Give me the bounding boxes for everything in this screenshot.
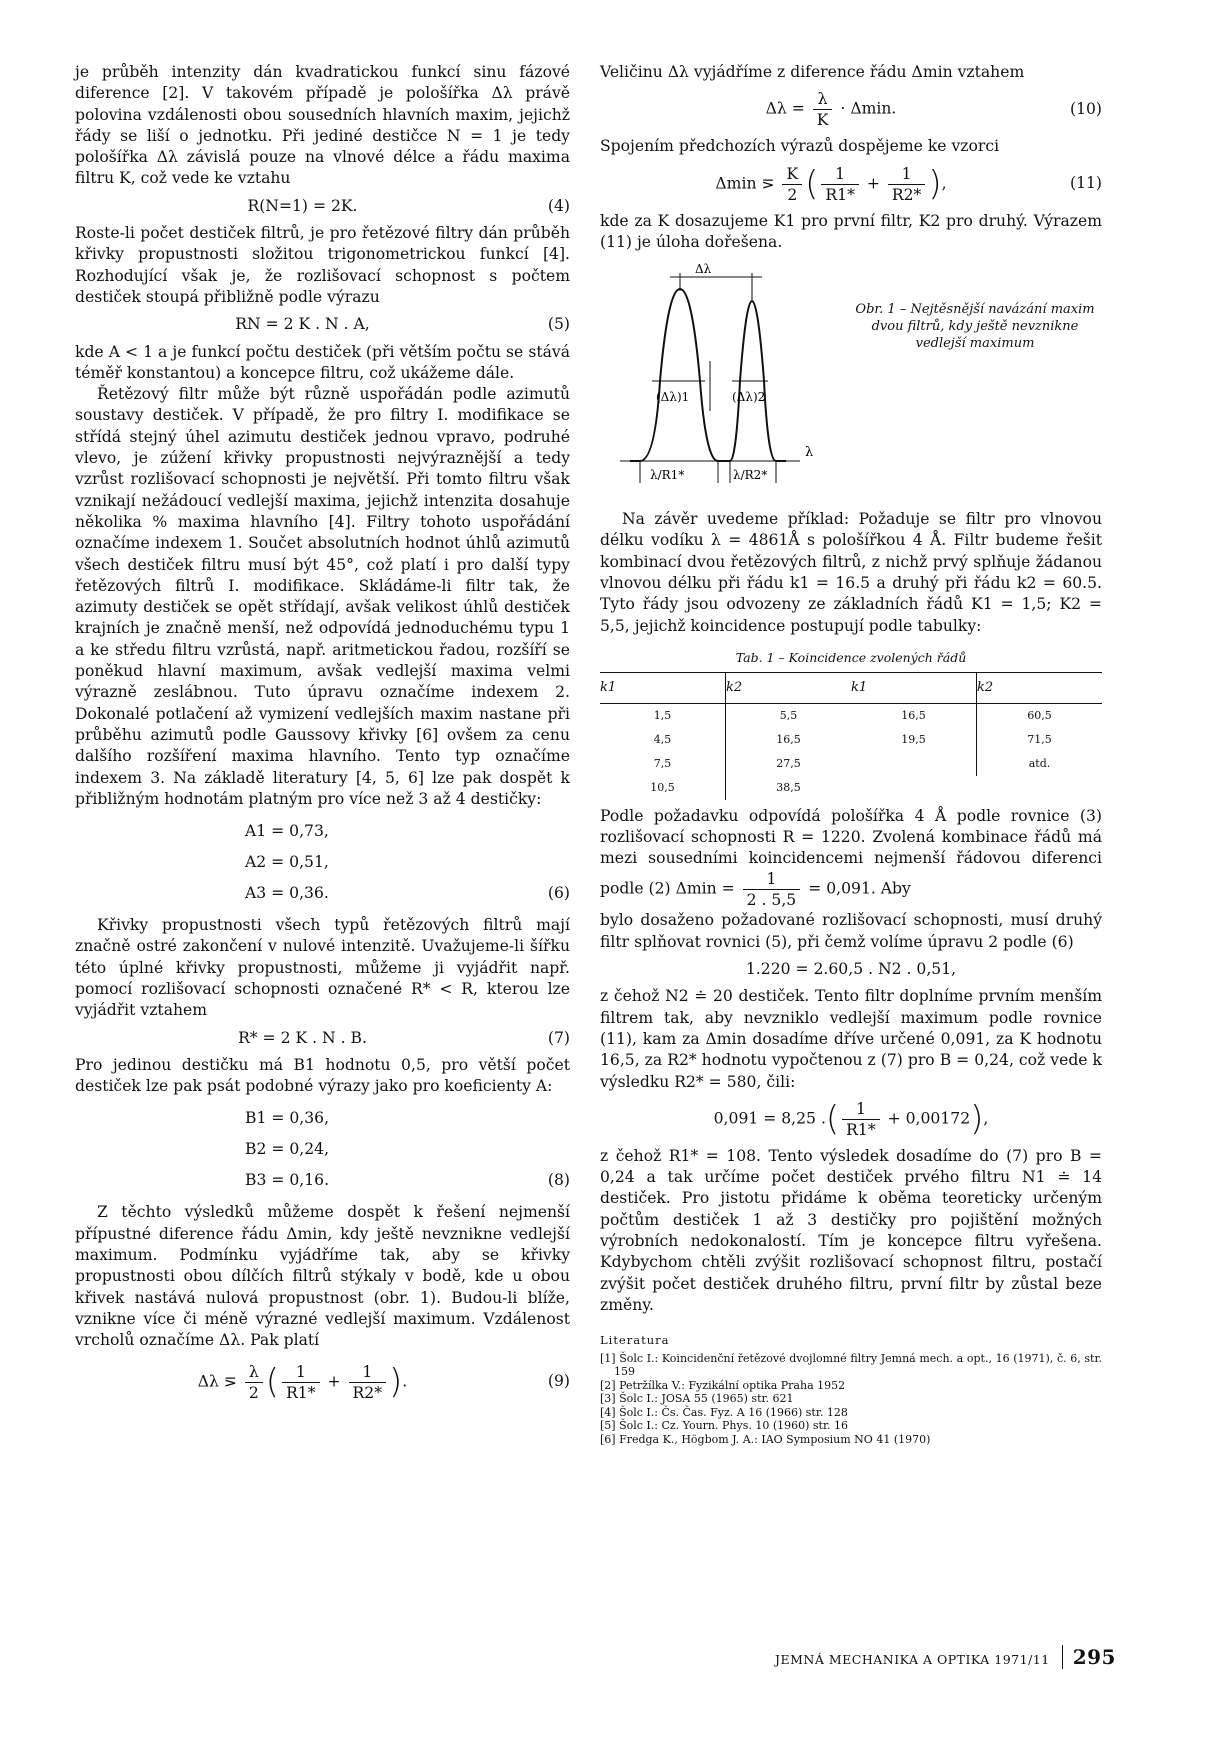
equation-number: (5)	[547, 315, 570, 334]
equation-text: RN = 2 K . N . A,	[235, 315, 370, 334]
equation-10	[600, 89, 1102, 130]
denominator: 2	[248, 1383, 259, 1402]
table-cell: 16,5	[901, 708, 926, 722]
paren-right: )	[928, 163, 942, 204]
delta-lambda-label: Δλ	[695, 262, 712, 277]
fraction	[349, 1362, 386, 1403]
equation-example	[600, 959, 1102, 980]
paragraph: bylo dosaženo požadované rozlišovací schopnosti, musí druhý filtr splňovat rovnici (5), při čemž volíme úpravu 2 podle (6)	[600, 911, 1102, 951]
eq-lhs: Δλ ⋝	[197, 1372, 237, 1391]
eq-lhs: 0,091 = 8,25 .	[713, 1109, 826, 1128]
figure-1	[600, 261, 1102, 501]
equation-text	[600, 164, 1062, 205]
table-row	[600, 728, 1102, 752]
paragraph: je průběh intenzity dán kvadratickou funkcí sinu fázové diference [2]. V takovém případě je pološířka Δλ právě polovina vzdálenosti obou sousedních hlavních maxim, jejichž řády se liší o jednotku. Při jediné destičce N = 1 je tedy pološířka Δλ závislá pouze na vlnové délce a řádu maxima filtru K, což vede ke vztahu	[75, 63, 570, 188]
equation-6	[75, 816, 570, 909]
fraction	[282, 1362, 319, 1403]
equation-text: R* = 2 K . N . B.	[238, 1028, 367, 1047]
numerator: 1	[349, 1362, 386, 1383]
numerator: 1	[888, 164, 925, 185]
coefficient-b3: B3 = 0,16.	[245, 1171, 330, 1190]
eq-lhs: Δλ =	[765, 99, 805, 118]
equation-number: (7)	[547, 1028, 570, 1047]
paragraph: Řetězový filtr může být různě uspořádán podle azimutů soustavy destiček. V případě, že pro filtry I. modifikace se střídá stejný úhel azimutu destiček jednou vpravo, podruhé vlevo, je zúžení křivky propustnosti nejvýraznější a tedy vzrůst rozlišovací schopnosti je největší. Při tomto filtru však vznikají nežádoucí vedlejší maxima, jejichž intenzita dosahuje několika % maxima hlavního [4]. Filtry tohoto uspořádání označíme indexem 1. Součet absolutních hodnot úhlů azimutů všech destiček filtru musí být 45°, což platí i pro další typy řetězových filtrů I. modifikace. Skládáme-li filtr tak, že azimuty destiček se opět střídají, avšak velikost úhlů destiček krajních je značně menší, než odpovídá jednoduchému typu 1 a ke středu filtru vzrůstá, např. aritmetickou řadou, rozšíří se poněkud hlavní maximum, avšak vedlejší maxima velmi výrazně zeslábnou. Tuto úpravu označíme indexem 2. Dokonalé potlačení až vymizení vedlejších maxim nastane při průběhu azimutů podle Gaussovy křivky [6] ovšem za cenu dalšího rozšíření maxima hlavního. Tento typ označíme indexem 3. Na základě literatury [4, 5, 6] lze pak dospět k přibližným hodnotám platným pro více než 3 až 4 destičky:	[75, 385, 570, 808]
right-column	[600, 62, 1102, 1446]
denominator: K	[816, 111, 829, 130]
eq-end: ,	[983, 1109, 989, 1128]
table-cell	[851, 776, 977, 800]
numerator: 1	[842, 1099, 879, 1120]
coefficient-a2: A2 = 0,51,	[245, 853, 329, 872]
reference-item: [3] Šolc I.: JOSA 55 (1965) str. 621	[600, 1392, 794, 1405]
denominator: R1*	[846, 1120, 876, 1139]
journal-name: JEMNÁ MECHANIKA A OPTIKA 1971/11	[775, 1652, 1050, 1667]
paragraph: Na závěr uvedeme příklad: Požaduje se filtr pro vlnovou délku vodíku λ = 4861Å s pološířkou 4 Å. Filtr budeme řešit kombinací dvou řetězových filtrů, z nichž prvý splňuje žádanou vlnovou délku při řádu k1 = 16.5 a druhý při řádu k2 = 60.5. Tyto řády jsou odvozeny ze základních řádů K1 = 1,5; K2 = 5,5, jejichž koincidence postupují podle tabulky:	[600, 510, 1102, 635]
equation-7	[75, 1028, 570, 1049]
numerator: K	[782, 164, 802, 185]
paragraph: Pro jedinou destičku má B1 hodnotu 0,5, pro větší počet destiček lze pak psát podobné výrazy jako pro koeficienty A:	[75, 1055, 570, 1096]
equation-text	[600, 1099, 1102, 1140]
paren-left: (	[265, 1361, 280, 1402]
table-cell: 5,5	[726, 703, 852, 728]
equation-number: (9)	[547, 1372, 570, 1391]
page-number: 295	[1062, 1645, 1116, 1669]
equation-text	[600, 89, 1062, 130]
table-cell: 27,5	[726, 752, 852, 776]
paragraph-text: = 0,091. Aby	[808, 879, 911, 898]
plus: +	[327, 1372, 341, 1391]
denominator: R2*	[891, 185, 922, 204]
reference-item: [2] Petržílka V.: Fyzikální optika Praha 1952	[600, 1378, 846, 1392]
table-cell	[851, 752, 977, 776]
table-header: k1	[600, 673, 726, 703]
paragraph: z čehož N2 ≐ 20 destiček. Tento filtr doplníme prvním menším filtrem tak, aby nevzniklo vedlejší maximum podle rovnice (11), kam za Δmin dosadíme dříve určené 0,091, za K hodnotu 16,5, za R2* hodnotu vypočtenou z (7) pro B = 0,24, což vede k výsledku R2* = 580, čili:	[600, 987, 1102, 1091]
reference-item: [4] Šolc I.: Čs. Čas. Fyz. A 16 (1966) str. 128	[600, 1405, 848, 1419]
paren-left: (	[805, 163, 819, 204]
equation-example-2	[600, 1099, 1102, 1140]
fraction	[888, 164, 925, 205]
paragraph	[600, 806, 1102, 911]
paragraph: Roste-li počet destiček filtrů, je pro řetězové filtry dán průběh křivky propustnosti složitou trigonometrickou funkcí [4]. Rozhodující však je, že rozlišovací schopnost s počtem destiček stoupá přibližně podle výrazu	[75, 224, 570, 306]
table-title: Tab. 1 – Koincidence zvolených řádů	[735, 649, 967, 665]
paren-left: (	[825, 1098, 840, 1139]
table-cell: 19,5	[901, 732, 926, 746]
table-cell: 38,5	[726, 776, 852, 800]
delta-lambda-1-label: (Δλ)1	[656, 390, 690, 405]
table-cell: 4,5	[653, 732, 672, 746]
equation-11	[600, 164, 1102, 205]
eq-rhs: + 0,00172	[887, 1109, 971, 1128]
equation-text: Δλ ⋝ $\frac{\lambda}{2}$ ( $\frac{1}{R1*}$ + $\frac{1}{R2*}$ ).	[197, 1361, 408, 1402]
paragraph: Z těchto výsledků můžeme dospět k řešení nejmenší přípustné diference řádu Δmin, kdy ještě nevznikne vedlejší maximum. Podmínku vyjádříme tak, aby se křivky propustnosti obou dílčích filtrů stýkaly v bodě, kde u obou křivek nastává nulová propustnost (obr. 1). Budou-li blíže, vznikne více či méně výrazné vedlejší maximum. Vzdálenost vrcholů označíme Δλ. Pak platí	[75, 1203, 570, 1350]
fraction	[821, 164, 858, 205]
table-cell	[977, 776, 1103, 800]
table-cell: 16,5	[726, 728, 852, 752]
coefficient-b2: B2 = 0,24,	[245, 1140, 330, 1159]
eq-end: ,	[941, 174, 947, 193]
fraction	[842, 1099, 879, 1140]
numerator: 1	[743, 869, 801, 890]
coefficient-list-a	[245, 816, 329, 909]
table-header-row	[600, 673, 1102, 703]
lambda-axis-label: λ	[805, 445, 814, 461]
paren-right: )	[970, 1098, 984, 1139]
reference-item: [1] Šolc I.: Koincidenční řetězové dvojlomné filtry Jemná mech. a opt., 16 (1971), č. 6, str. 159	[600, 1351, 1102, 1378]
table-row	[600, 703, 1102, 728]
equation-4	[75, 196, 570, 217]
lambda-r1-label: λ/R1*	[650, 468, 685, 483]
table-header: k1	[851, 673, 977, 703]
equation-text: 1.220 = 2.60,5 . N2 . 0,51,	[745, 960, 957, 979]
equation-number: (11)	[1069, 174, 1102, 193]
reference-item: [6] Fredga K., Högbom J. A.: IAO Symposium NO 41 (1970)	[600, 1432, 931, 1446]
numerator: 1	[282, 1362, 319, 1383]
reference-item: [5] Šolc I.: Cz. Yourn. Phys. 10 (1960) str. 16	[600, 1419, 849, 1432]
equation-number: (6)	[547, 884, 570, 903]
equation-text: R(N=1) = 2K.	[247, 196, 358, 215]
numerator: λ	[245, 1362, 263, 1383]
coefficient-a1: A1 = 0,73,	[245, 822, 329, 841]
references-title: Literatura	[600, 1333, 670, 1348]
references-list	[600, 1352, 1102, 1447]
equation-9	[75, 1362, 570, 1403]
figure-caption: Obr. 1 – Nejtěsnější navázání maxim dvou filtrů, kdy ještě nevznikne vedlejší maximum	[855, 302, 1095, 352]
equation-8	[75, 1103, 570, 1196]
table-cell: 10,5	[650, 780, 675, 794]
fraction	[245, 1362, 263, 1403]
left-column	[75, 62, 570, 1409]
denominator: R1*	[286, 1383, 316, 1402]
table-row	[600, 752, 1102, 776]
paragraph: kde za K dosazujeme K1 pro první filtr, K2 pro druhý. Výrazem (11) je úloha dořešena.	[600, 211, 1102, 251]
table-cell: 7,5	[653, 756, 672, 770]
paren-right: )	[389, 1361, 403, 1402]
table-cell: 71,5	[977, 728, 1103, 752]
eq-rhs: · Δmin.	[840, 99, 897, 118]
equation-number: (4)	[547, 196, 570, 215]
equation-number: (8)	[547, 1171, 570, 1190]
delta-lambda-2-label: (Δλ)2	[732, 390, 766, 405]
fraction	[813, 89, 833, 130]
table-cell: 1,5	[653, 708, 672, 722]
denominator: 2 . 5,5	[746, 891, 797, 910]
eq-lhs: Δmin ⋝	[715, 174, 775, 193]
coefficient-a3: A3 = 0,36.	[245, 884, 329, 903]
fraction	[743, 869, 801, 910]
plus: +	[866, 174, 880, 193]
table-cell: atd.	[977, 752, 1103, 776]
numerator: 1	[821, 164, 858, 185]
lambda-r2-label: λ/R2*	[733, 468, 768, 483]
table-header: k2	[977, 673, 1103, 703]
paragraph: z čehož R1* = 108. Tento výsledek dosadíme do (7) pro B = 0,24 a tak určíme počet destiček prvého filtru N1 ≐ 14 destiček. Pro jistotu přidáme k oběma teoreticky určeným počtům destiček 1 až 3 destičky pro pojištění možných výrobních nedokonalostí. Tím je koncepce filtru vyřešena. Kdybychom chtěli zvýšit rozlišovací schopnost filtru, postačí zvýšit počet destiček druhého filtru, první filtr by zůstal beze změny.	[600, 1146, 1102, 1314]
transmission-curves-diagram	[600, 261, 840, 501]
fraction	[782, 164, 802, 205]
equation-number: (10)	[1069, 100, 1102, 119]
denominator: R1*	[825, 185, 855, 204]
table-row	[600, 776, 1102, 800]
table-cell: 60,5	[977, 703, 1103, 728]
denominator: 2	[787, 185, 798, 204]
page-footer	[775, 1645, 1116, 1669]
table-header: k2	[726, 673, 852, 703]
paragraph: Spojením předchozích výrazů dospějeme ke vzorci	[600, 137, 1000, 156]
coefficient-list-b	[245, 1103, 329, 1196]
paragraph-text: Podle požadavku odpovídá pološířka 4 Å podle rovnice (3) rozlišovací schopnosti R = 1220. Zvolená kombinace řádů má mezi sousedními koincidencemi nejmenší řádovou diferenci podle (2) Δmin =	[600, 806, 1102, 898]
coincidence-table	[600, 672, 1102, 799]
paragraph: Křivky propustnosti všech typů řetězových filtrů mají značně ostré zakončení v nulové intenzitě. Uvažujeme-li šířku této úplné křivky propustnosti, můžeme ji vyjádřit např. pomocí rozlišovací schopnosti označené R* < R, kterou lze vyjádřit vztahem	[75, 916, 570, 1020]
denominator: R2*	[352, 1383, 383, 1402]
paragraph: Veličinu Δλ vyjádříme z diference řádu Δmin vztahem	[600, 63, 1025, 81]
numerator: λ	[813, 89, 833, 110]
coefficient-b1: B1 = 0,36,	[245, 1109, 330, 1128]
equation-5	[75, 314, 570, 335]
paragraph: kde A < 1 a je funkcí počtu destiček (při větším počtu se stává téměř konstantou) a koncepce filtru, což ukážeme dále.	[75, 342, 570, 382]
